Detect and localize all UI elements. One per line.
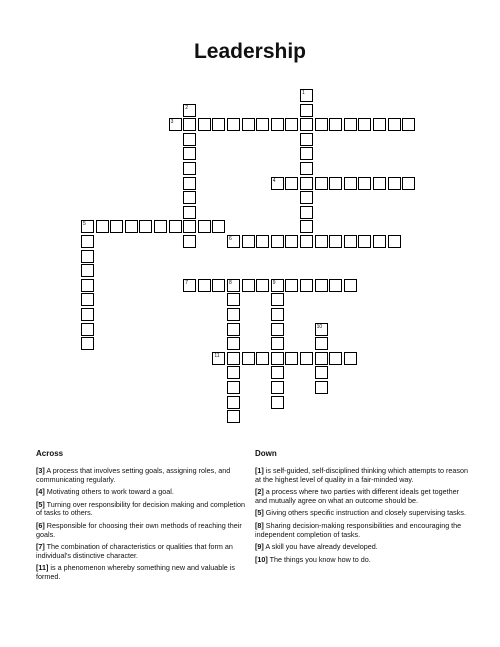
grid-cell[interactable] [271,293,284,306]
grid-cell[interactable] [388,177,401,190]
grid-cell[interactable] [169,220,182,233]
grid-cell[interactable] [81,323,94,336]
clue-number: 1 [302,90,305,96]
grid-cell[interactable] [285,352,298,365]
grid-cell[interactable] [227,279,240,292]
grid-cell[interactable] [169,118,182,131]
grid-cell[interactable] [271,323,284,336]
grid-cell[interactable] [271,177,284,190]
clue-number: 7 [185,279,188,286]
grid-cell[interactable] [154,220,167,233]
grid-cell[interactable] [300,191,313,204]
grid-cell[interactable] [315,366,328,379]
grid-cell[interactable] [271,366,284,379]
grid-cell[interactable] [402,177,415,190]
grid-cell[interactable] [344,279,357,292]
grid-cell[interactable] [388,118,401,131]
grid-cell[interactable] [315,381,328,394]
clue-number: 2 [185,104,188,111]
grid-cell[interactable] [271,352,284,365]
grid-cell[interactable] [183,220,196,233]
down-clue: [9] A skill you have already developed. [255,542,378,552]
grid-cell[interactable] [227,337,240,350]
grid-cell[interactable] [329,235,342,248]
across-heading: Across [36,449,64,458]
clue-number: 6 [229,236,232,242]
grid-cell[interactable] [212,220,225,233]
grid-cell[interactable] [183,133,196,146]
grid-cell[interactable] [271,337,284,350]
grid-cell[interactable] [256,235,269,248]
grid-cell[interactable] [300,177,313,190]
grid-cell[interactable] [373,235,386,248]
grid-cell[interactable] [344,352,357,365]
down-heading: Down [255,449,277,458]
grid-cell[interactable] [242,352,255,365]
down-clues [255,467,470,568]
clue-number: 9 [272,279,276,286]
grid-cell[interactable] [300,352,313,365]
grid-cell[interactable] [227,396,240,409]
grid-cell[interactable] [198,279,211,292]
grid-cell[interactable] [271,235,284,248]
grid-cell[interactable] [300,162,313,175]
grid-cell[interactable] [271,396,284,409]
grid-cell[interactable] [227,308,240,321]
grid-cell[interactable] [388,235,401,248]
grid-cell[interactable] [315,118,328,131]
grid-cell[interactable] [212,118,225,131]
grid-cell[interactable] [285,118,298,131]
across-clue: [4] Motivating others to work toward a goal. [36,487,174,497]
grid-cell[interactable] [315,177,328,190]
across-clue: [3] A process that involves setting goals, assigning roles, and communicating regularly. [36,466,231,484]
grid-cell[interactable] [256,279,269,292]
across-clue: [6] Responsible for choosing their own methods of reaching their goals. [36,520,242,539]
clue-number: 3 [170,119,174,126]
grid-cell[interactable] [271,308,284,321]
grid-cell[interactable] [315,337,328,350]
grid-cell[interactable] [300,118,313,131]
clue-number: 10 [316,323,323,330]
grid-cell[interactable] [96,220,109,233]
grid-cell[interactable] [329,118,342,131]
grid-cell[interactable] [81,279,94,292]
grid-cell[interactable] [300,133,313,146]
grid-cell[interactable] [227,118,240,131]
grid-cell[interactable] [315,279,328,292]
grid-cell[interactable] [81,220,94,233]
grid-cell[interactable] [358,235,371,248]
grid-cell[interactable] [402,118,415,131]
grid-cell[interactable] [81,337,94,350]
grid-cell[interactable] [227,235,240,248]
grid-cell[interactable] [198,118,211,131]
clue-number: 8 [229,279,232,286]
across-clue: [11] is a phenomenon whereby something new and valuable is formed. [36,563,235,581]
grid-cell[interactable] [344,177,357,190]
across-clue: [5] Turning over responsibility for decision making and completion of tasks to others. [36,499,245,518]
down-clue: [1] is self-guided, self-disciplined thinking which attempts to reason at the highest level of quality in a fair-minded way. [255,466,468,484]
clue-number: 5 [83,221,86,228]
across-clue: [7] The combination of characteristics or qualities that form an individual's distinctive character. [36,542,233,560]
grid-cell[interactable] [183,235,196,248]
grid-cell[interactable] [242,279,255,292]
grid-cell[interactable] [227,366,240,379]
grid-cell[interactable] [81,264,94,277]
grid-cell[interactable] [212,279,225,292]
grid-cell[interactable] [81,235,94,248]
grid-cell[interactable] [183,147,196,160]
grid-cell[interactable] [139,220,152,233]
grid-cell[interactable] [212,352,225,365]
grid-cell[interactable] [81,250,94,263]
grid-cell[interactable] [271,381,284,394]
grid-cell[interactable] [183,162,196,175]
grid-cell[interactable] [81,293,94,306]
grid-cell[interactable] [300,206,313,219]
grid-cell[interactable] [315,323,328,336]
grid-cell[interactable] [198,220,211,233]
grid-cell[interactable] [285,177,298,190]
down-clue: [8] Sharing decision-making responsibilities and encouraging the independent completion of tasks. [255,520,462,539]
grid-cell[interactable] [271,279,284,292]
clue-number: 4 [272,177,276,184]
grid-cell[interactable] [227,381,240,394]
grid-cell[interactable] [344,235,357,248]
grid-cell[interactable] [183,206,196,219]
grid-cell[interactable] [315,235,328,248]
grid-cell[interactable] [242,235,255,248]
grid-cell[interactable] [227,410,240,423]
grid-cell[interactable] [256,352,269,365]
grid-cell[interactable] [300,104,313,117]
grid-cell[interactable] [344,118,357,131]
grid-cell[interactable] [183,191,196,204]
grid-cell[interactable] [242,118,255,131]
grid-cell[interactable] [256,118,269,131]
grid-cell[interactable] [125,220,138,233]
down-clue: [10] The things you know how to do. [255,554,371,564]
down-clue: [5] Giving others specific instruction and closely supervising tasks. [255,508,466,518]
grid-cell[interactable] [373,118,386,131]
grid-cell[interactable] [81,308,94,321]
grid-cell[interactable] [300,235,313,248]
grid-cell[interactable] [329,352,342,365]
grid-cell[interactable] [183,177,196,190]
across-clues [36,467,251,586]
grid-cell[interactable] [183,279,196,292]
grid-cell[interactable] [227,293,240,306]
grid-cell[interactable] [315,352,328,365]
grid-cell[interactable] [373,177,386,190]
grid-cell[interactable] [183,118,196,131]
grid-cell[interactable] [183,104,196,117]
grid-cell[interactable] [227,352,240,365]
grid-cell[interactable] [271,118,284,131]
grid-cell[interactable] [358,118,371,131]
grid-cell[interactable] [285,279,298,292]
grid-cell[interactable] [300,220,313,233]
down-clue: [2] a process where two parties with different ideals get together and mutually agree on what an outcome should be. [255,487,460,505]
puzzle-title: Leadership [193,40,307,63]
grid-cell[interactable] [300,279,313,292]
grid-cell[interactable] [285,235,298,248]
grid-cell[interactable] [329,279,342,292]
grid-cell[interactable] [227,323,240,336]
grid-cell[interactable] [110,220,123,233]
grid-cell[interactable] [300,89,313,102]
grid-cell[interactable] [300,147,313,160]
grid-cell[interactable] [329,177,342,190]
clue-number: 11 [214,352,220,359]
grid-cell[interactable] [358,177,371,190]
